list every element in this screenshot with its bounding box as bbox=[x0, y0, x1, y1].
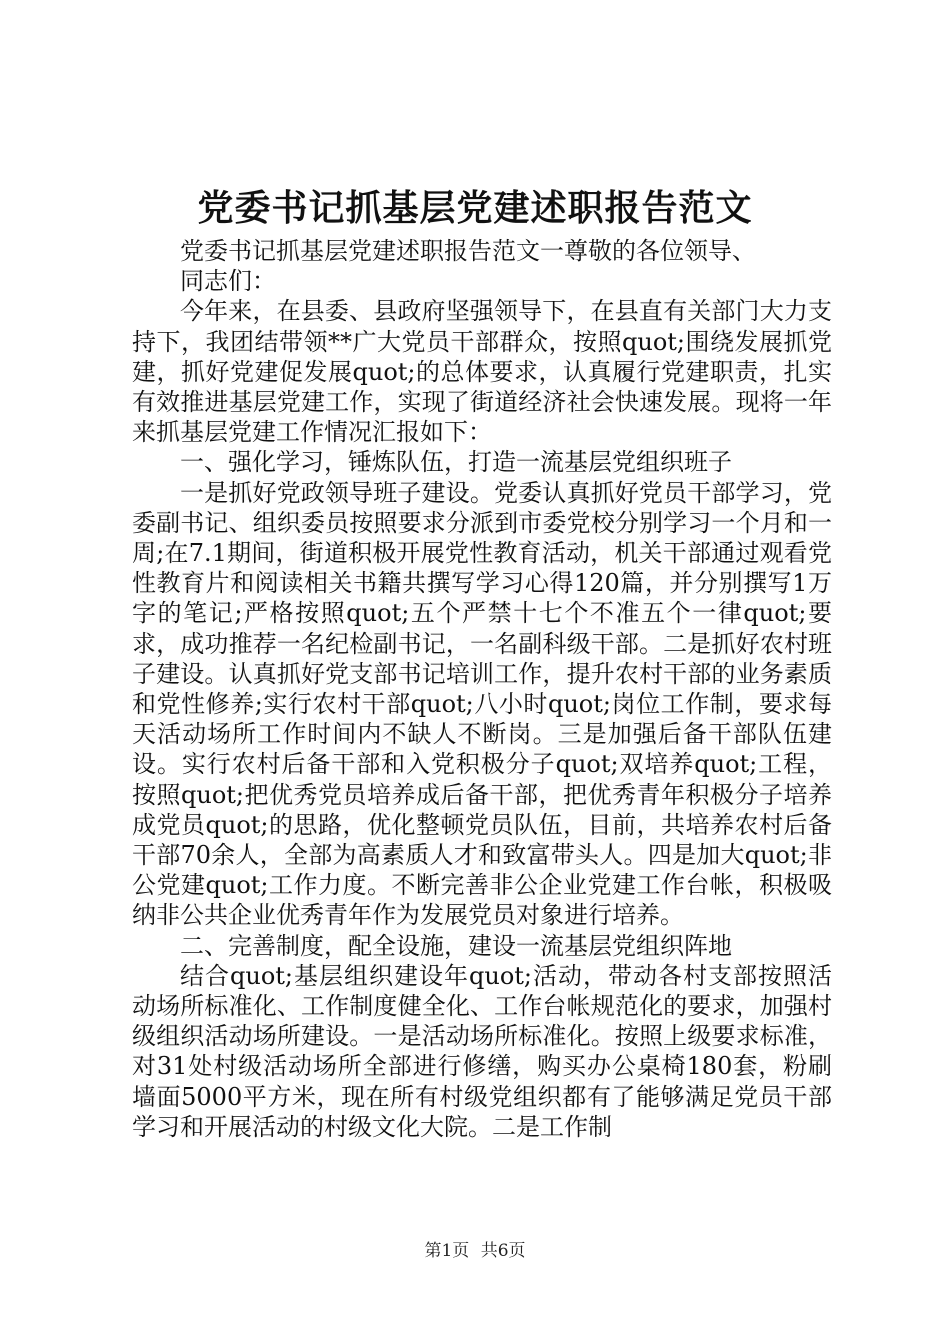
section-heading-2: 二、完善制度，配全设施，建设一流基层党组织阵地 bbox=[180, 931, 732, 960]
page-number-total: 共6页 bbox=[480, 1241, 526, 1261]
paragraph-section-2: 结合quot;基层组织建设年quot;活动，带动各村支部按照活动场所标准化、工作制度健全化、工作台帐规范化的要求，加强村级组织活动场所建设。一是活动场所标准化。按照上级要求标准，对31处村级活动场所全部进行修缮，购买办公桌椅180套，粉刷墙面5000平方米，现在所有村级党组织都有了能够满足党员干部学习和开展活动的村级文化大院。二是工作制 bbox=[132, 961, 832, 1141]
paragraph-salutation: 同志们： bbox=[180, 267, 276, 296]
document-title: 党委书记抓基层党建述职报告范文 bbox=[197, 187, 753, 229]
page-number-current: 第1页 bbox=[424, 1241, 470, 1261]
page-footer bbox=[0, 1239, 950, 1263]
paragraph-opening: 党委书记抓基层党建述职报告范文一尊敬的各位领导、 bbox=[180, 237, 756, 265]
section-heading-1: 一、强化学习，锤炼队伍，打造一流基层党组织班子 bbox=[180, 448, 732, 477]
paragraph-section-1: 一是抓好党政领导班子建设。党委认真抓好党员干部学习，党委副书记、组织委员按照要求分派到市委党校分别学习一个月和一周;在7.1期间，街道积极开展党性教育活动，机关干部通过观看党性教育片和阅读相关书籍共撰写学习心得120篇，并分别撰写1万字的笔记;严格按照quot;五个严禁十七个不准五个一律quot;要求，成功推荐一名纪检副书记，一名副科级干部。二是抓好农村班子建设。认真抓好党支部书记培训工作，提升农村干部的业务素质和党性修养;实行农村干部quot;八小时quot;岗位工作制，要求每天活动场所工作时间内不缺人不断岗。三是加强后备干部队伍建设。实行农村后备干部和入党积极分子quot;双培养quot;工程，按照quot;把优秀党员培养成后备干部，把优秀青年积极分子培养成党员quot;的思路，优化整顿党员队伍，目前，共培养农村后备干部70余人，全部为高素质人才和致富带头人。四是加大quot;非公党建quot;工作力度。不断完善非公企业党建工作台帐，积极吸纳非公共企业优秀青年作为发展党员对象进行培养。 bbox=[132, 478, 832, 930]
paragraph-intro: 今年来，在县委、县政府坚强领导下，在县直有关部门大力支持下，我团结带领**广大党员干部群众，按照quot;围绕发展抓党建，抓好党建促发展quot;的总体要求，认真履行党建职责，扎实有效推进基层党建工作，实现了街道经济社会快速发展。现将一年来抓基层党建工作情况汇报如下： bbox=[132, 297, 832, 447]
document-body bbox=[132, 236, 832, 1142]
